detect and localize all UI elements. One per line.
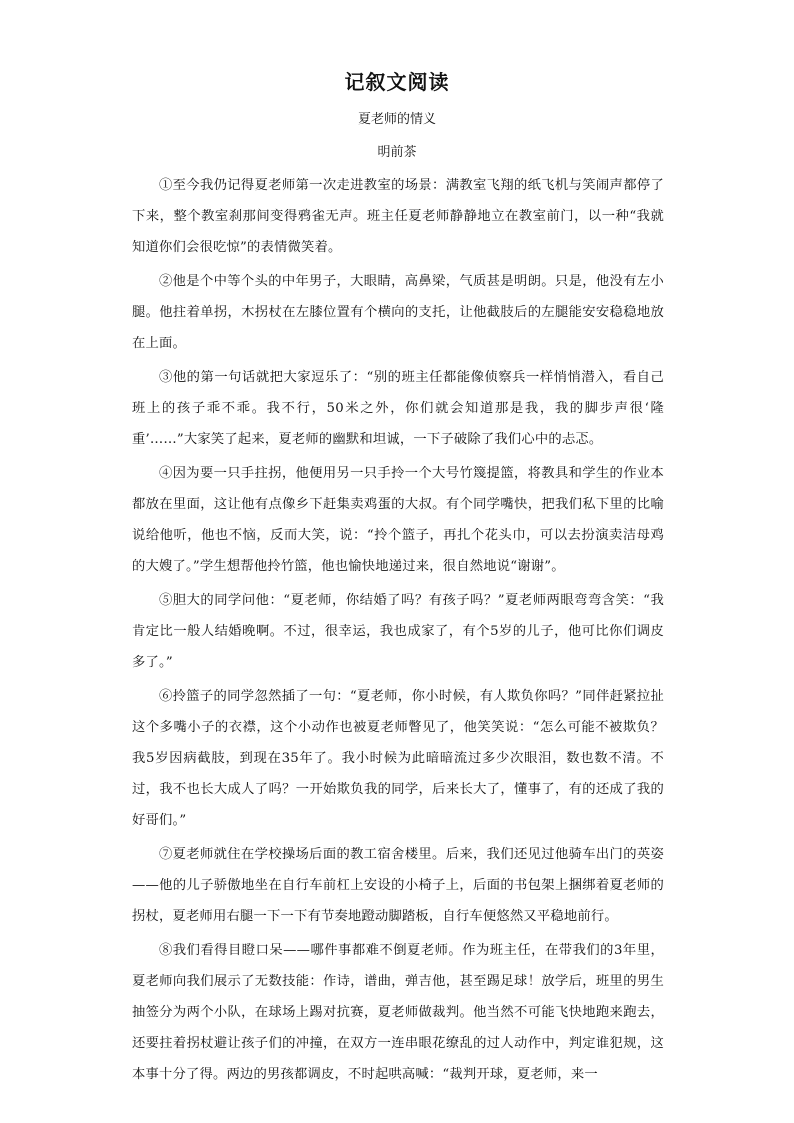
paragraph-6: ⑥拎篮子的同学忽然插了一句：“夏老师，你小时候，有人欺负你吗？”同伴赶紧拉扯这个多嘴小子的衣襟，这个小动作也被夏老师瞥见了，他笑笑说：“怎么可能不被欺负？我5岁因病截肢，到现在35年了。我小时候为此暗暗流过多少次眼泪，数也数不清。不过，我不也长大成人了吗？一开始欺负我的同学，后来长大了，懂事了，有的还成了我的好哥们。” (132, 689, 664, 828)
document-title: 记叙文阅读 (344, 70, 450, 94)
paragraph-5: ⑤胆大的同学问他：“夏老师，你结婚了吗？有孩子吗？”夏老师两眼弯弯含笑：“我肯定比一般人结婚晚啊。不过，很幸运，我也成家了，有个5岁的儿子，他可比你们调皮多了。” (132, 593, 664, 670)
paragraph-8: ⑧我们看得目瞪口呆——哪件事都难不倒夏老师。作为班主任，在带我们的3年里，夏老师向我们展示了无数技能：作诗，谱曲，弹吉他，甚至踢足球！放学后，班里的男生抽签分为两个小队，在球场上踢对抗赛，夏老师做裁判。他当然不可能飞快地跑来跑去，还要拄着拐杖避让孩子们的冲撞，在双方一连串眼花缭乱的过人动作中，判定谁犯规，这本事十分了得。两边的男孩都调皮，不时起哄高喊：“裁判开球，夏老师，来一 (132, 943, 664, 1082)
paragraph-3: ③他的第一句话就把大家逗乐了：“别的班主任都能像侦察兵一样悄悄潜入，看自己班上的孩子乖不乖。我不行，50米之外，你们就会知道那是我，我的脚步声很‘隆重’……”大家笑了起来，夏老师的幽默和坦诚，一下子破除了我们心中的忐忑。 (132, 370, 664, 447)
paragraph-7: ⑦夏老师就住在学校操场后面的教工宿舍楼里。后来，我们还见过他骑车出门的英姿——他的儿子骄傲地坐在自行车前杠上安设的小椅子上，后面的书包架上捆绑着夏老师的拐杖，夏老师用右腿一下一下有节奏地蹬动脚踏板，自行车便悠然又平稳地前行。 (132, 847, 664, 924)
article-author: 明前茶 (377, 145, 417, 160)
paragraph-2: ②他是个中等个头的中年男子，大眼睛，高鼻梁，气质甚是明朗。只是，他没有左小腿。他拄着单拐，木拐杖在左膝位置有个横向的支托，让他截肢后的左腿能安安稳稳地放在上面。 (132, 274, 664, 351)
paragraph-1: ①至今我仍记得夏老师第一次走进教室的场景：满教室飞翔的纸飞机与笑闹声都停了下来，整个教室刹那间变得鸦雀无声。班主任夏老师静静地立在教室前门，以一种“我就知道你们会很吃惊”的表情微笑着。 (132, 178, 664, 255)
article-body (132, 170, 664, 1093)
article-title: 夏老师的情义 (357, 112, 436, 127)
paragraph-4: ④因为要一只手拄拐，他便用另一只手拎一个大号竹篾提篮，将教具和学生的作业本都放在里面，这让他有点像乡下赶集卖鸡蛋的大叔。有个同学嘴快，把我们私下里的比喻说给他听，他也不恼，反而大笑，说：“拎个篮子，再扎个花头巾，可以去扮演卖洁母鸡的大嫂了。”学生想帮他拎竹篮，他也愉快地递过来，很自然地说“谢谢”。 (132, 466, 664, 574)
